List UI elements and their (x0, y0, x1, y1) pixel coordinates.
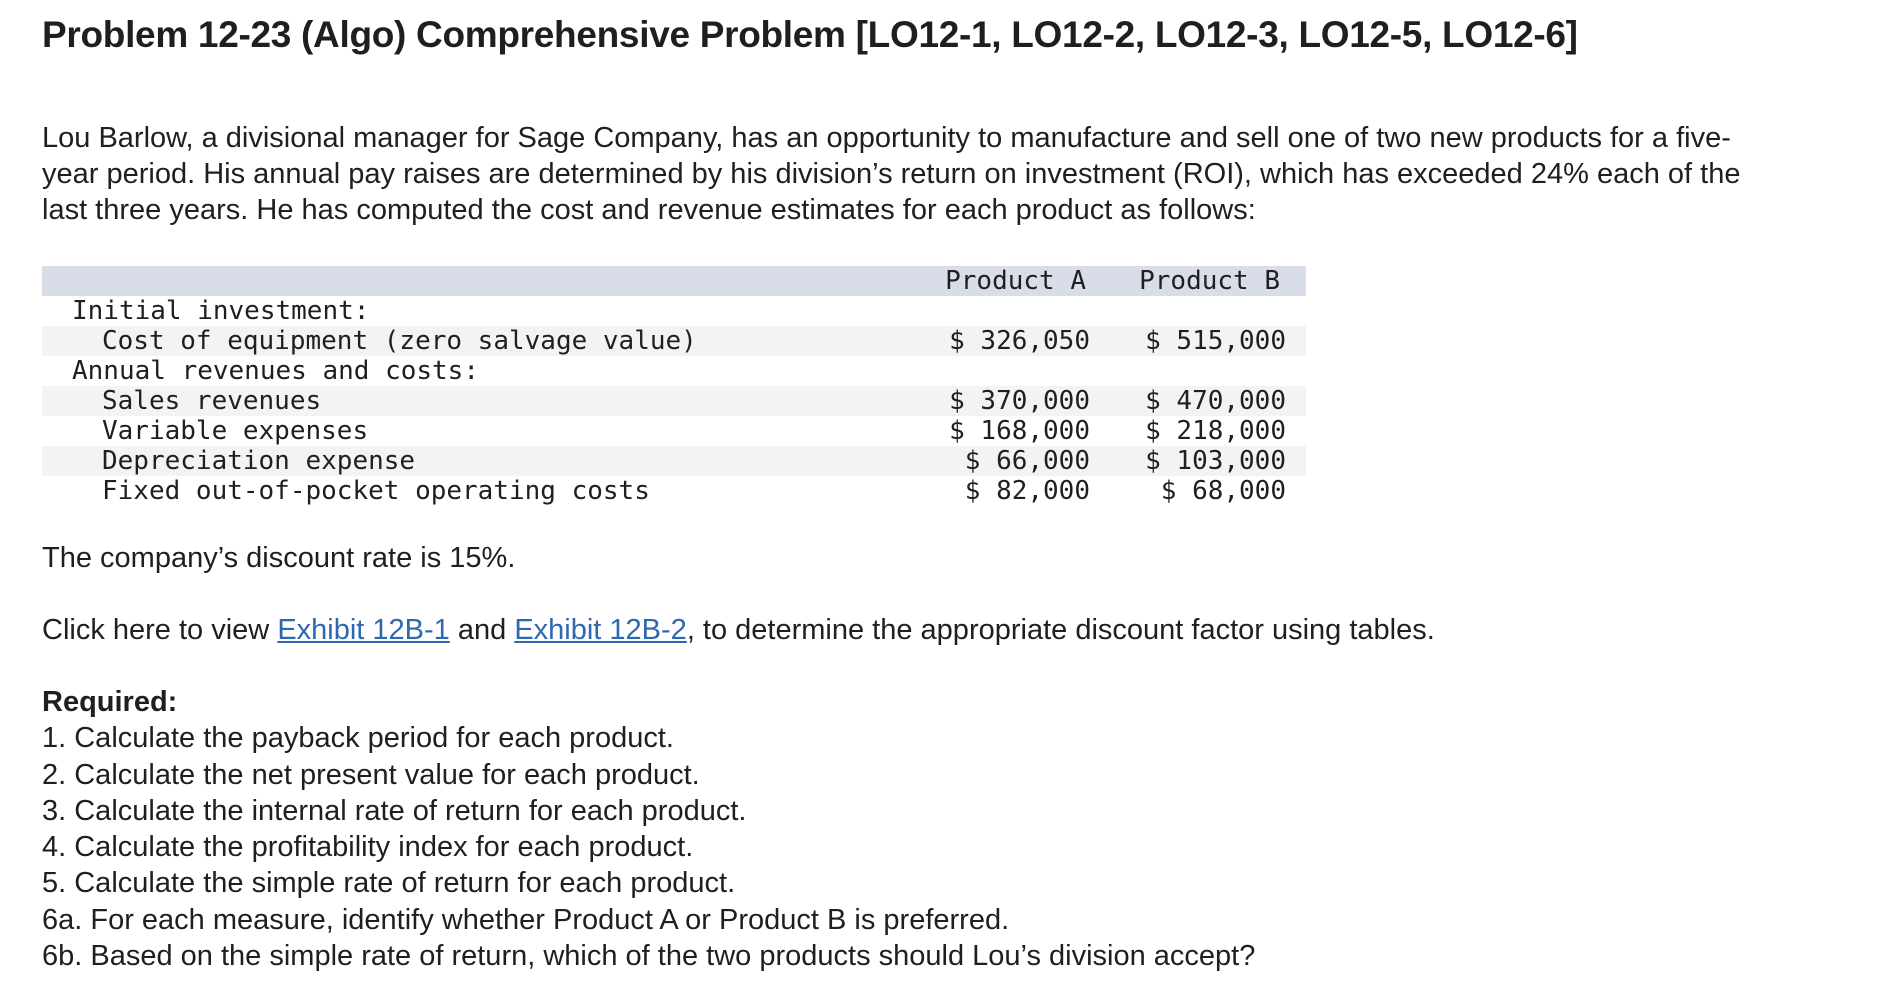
cell-product-b: $ 515,000 (1145, 326, 1286, 356)
intro-paragraph (42, 120, 1882, 228)
intro-line: last three years. He has computed the cost and revenue estimates for each product as follows: (42, 194, 1256, 226)
row-label: Depreciation expense (102, 446, 416, 476)
table-row (42, 446, 1306, 476)
table-row (42, 386, 1306, 416)
cell-product-a: $ 326,050 (949, 326, 1090, 356)
row-label: Sales revenues (102, 386, 322, 416)
cell-product-b: $ 68,000 (1160, 476, 1286, 506)
row-label: Initial investment: (72, 296, 370, 326)
table-row (42, 476, 1306, 506)
table-row (42, 416, 1306, 446)
required-item: 3. Calculate the internal rate of return for each product. (42, 794, 747, 827)
discount-rate-text: The company’s discount rate is 15%. (42, 542, 516, 574)
required-section (42, 684, 1255, 974)
required-item: 4. Calculate the profitability index for each product. (42, 831, 694, 864)
cell-product-a: $ 370,000 (949, 386, 1090, 416)
cell-product-a: $ 168,000 (949, 416, 1090, 446)
cost-revenue-table (42, 266, 1306, 506)
intro-line: Lou Barlow, a divisional manager for Sage Company, has an opportunity to manufacture and sell one of two new products for a five- (42, 122, 1731, 154)
header-product-a: Product A (945, 266, 1086, 296)
cell-product-b: $ 218,000 (1145, 416, 1286, 446)
header-product-b: Product B (1139, 266, 1280, 296)
required-item: 6b. Based on the simple rate of return, which of the two products should Lou’s division accept? (42, 940, 1256, 973)
cell-product-a: $ 82,000 (964, 476, 1090, 506)
row-label: Annual revenues and costs: (72, 356, 479, 386)
exhibit-12b-2-link[interactable]: Exhibit 12B-2 (514, 614, 687, 646)
cell-product-b: $ 103,000 (1145, 446, 1286, 476)
exhibit-middle: and (449, 614, 515, 646)
required-item: 1. Calculate the payback period for each product. (42, 722, 674, 755)
table-row (42, 296, 1306, 326)
intro-line: year period. His annual pay raises are determined by his division’s return on investment (ROI), which has exceeded 24% each of the (42, 158, 1741, 190)
required-item: 5. Calculate the simple rate of return for each product. (42, 867, 736, 900)
row-label: Variable expenses (102, 416, 369, 446)
exhibit-suffix: , to determine the appropriate discount factor using tables. (686, 614, 1435, 646)
required-heading: Required: (42, 686, 178, 718)
cell-product-b: $ 470,000 (1145, 386, 1286, 416)
table-row (42, 326, 1306, 356)
exhibit-12b-1-link[interactable]: Exhibit 12B-1 (277, 614, 450, 646)
exhibit-sentence (42, 612, 1435, 648)
table-row (42, 356, 1306, 386)
exhibit-prefix: Click here to view (42, 614, 278, 646)
table-header-row (42, 266, 1306, 296)
row-label: Cost of equipment (zero salvage value) (102, 326, 697, 356)
required-item: 2. Calculate the net present value for each product. (42, 758, 700, 791)
required-item: 6a. For each measure, identify whether Product A or Product B is preferred. (42, 903, 1010, 936)
problem-title: Problem 12-23 (Algo) Comprehensive Problem [LO12-1, LO12-2, LO12-3, LO12-5, LO12-6] (42, 14, 1578, 55)
cell-product-a: $ 66,000 (964, 446, 1090, 476)
row-label: Fixed out-of-pocket operating costs (102, 476, 650, 506)
